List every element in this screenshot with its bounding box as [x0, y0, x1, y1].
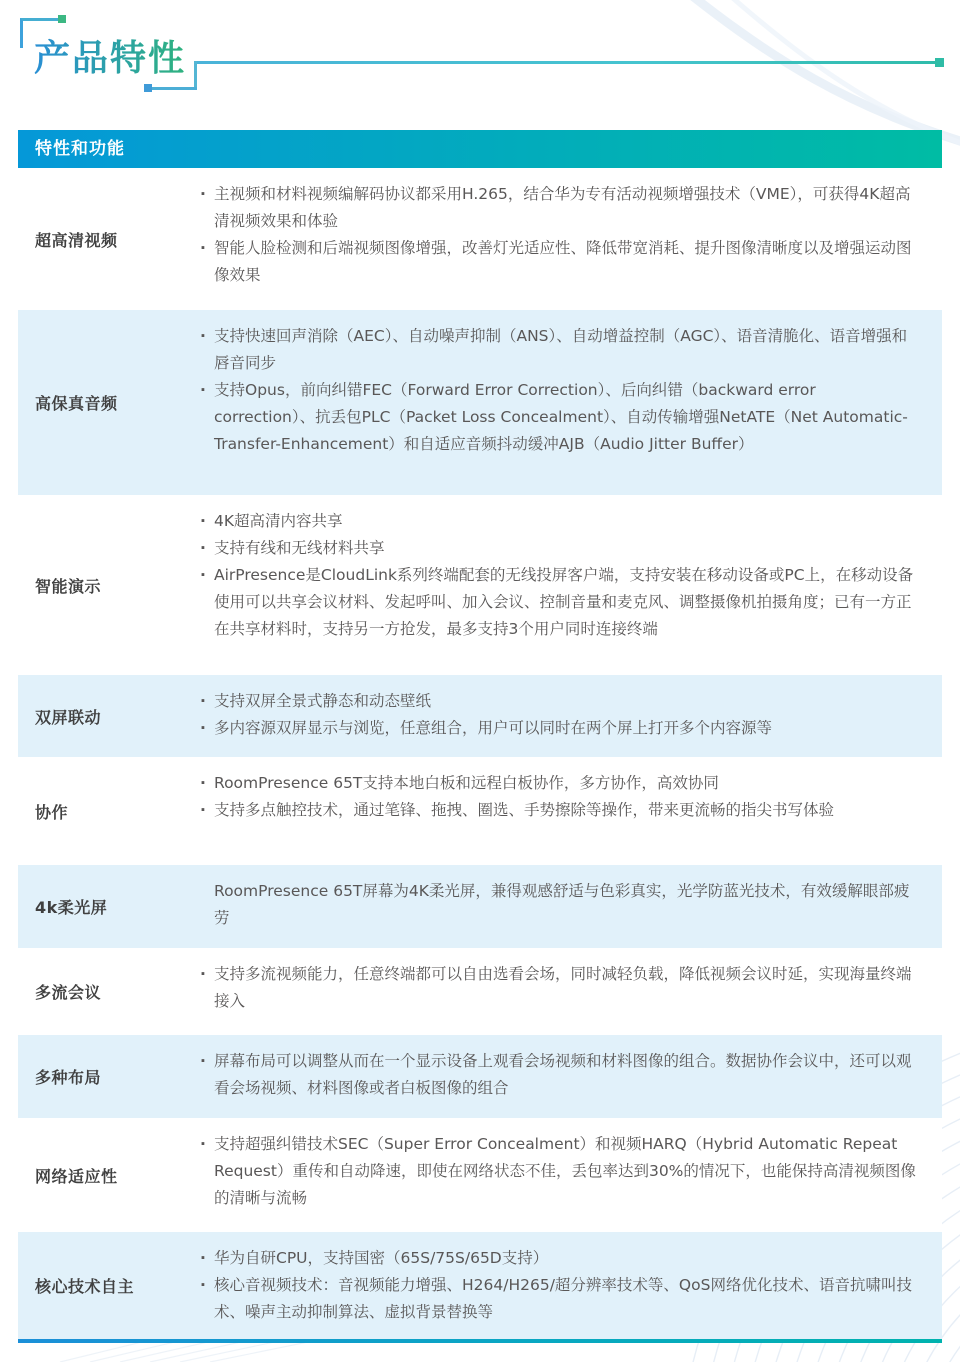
feature-label: 双屏联动 — [35, 707, 102, 727]
feature-label: 协作 — [35, 802, 69, 822]
feature-description — [200, 310, 942, 495]
feature-item-text: 多内容源双屏显示与浏览，任意组合，用户可以同时在两个屏上打开多个内容源等 — [214, 719, 773, 737]
feature-label: 超高清视频 — [35, 230, 118, 250]
feature-item — [200, 562, 920, 643]
feature-item-text: 支持超强纠错技术SEC（Super Error Concealment）和视频HARQ（Hybrid Automatic Repeat Request）重传和自动降速，即使在网络状态不佳，丢包率达到30%的情况下，也能保持高清视频图像的清晰与流畅 — [214, 1135, 916, 1207]
feature-item-text: 支持多流视频能力，任意终端都可以自由选看会场，同时减轻负载，降低视频会议时延，实现海量终端接入 — [214, 965, 912, 1010]
table-row — [18, 495, 942, 675]
feature-item — [200, 1245, 920, 1272]
feature-item — [200, 323, 920, 377]
title-bracket-horizontal — [152, 87, 197, 90]
feature-item — [200, 1048, 920, 1102]
bullet-dot: · — [200, 185, 206, 203]
table-header: 特性和功能 — [18, 130, 942, 168]
feature-item-text: 核心音视频技术：音视频能力增强、H264/H265/超分辨率技术等、QoS网络优化技术、语音抗啸叫技术、噪声主动抑制算法、虚拟背景替换等 — [214, 1276, 912, 1321]
feature-item-text: 支持多点触控技术，通过笔锋、拖拽、圈选、手势擦除等操作，带来更流畅的指尖书写体验 — [214, 801, 835, 819]
table-rows — [18, 168, 942, 1339]
feature-description — [200, 1035, 942, 1118]
feature-description — [200, 757, 942, 865]
feature-item-text: RoomPresence 65T屏幕为4K柔光屏，兼得观感舒适与色彩真实，光学防蓝光技术，有效缓解眼部疲劳 — [214, 882, 910, 927]
feature-item — [200, 688, 920, 715]
bullet-dot: · — [200, 719, 206, 737]
table-row — [18, 1118, 942, 1232]
feature-item — [200, 770, 920, 797]
feature-item — [200, 377, 920, 458]
bullet-dot: · — [200, 539, 206, 557]
title-rule-end-square — [935, 58, 944, 67]
feature-item-text: 华为自研CPU，支持国密（65S/75S/65D支持） — [214, 1249, 549, 1267]
table-row — [18, 757, 942, 865]
title-bracket-square-bottom — [144, 84, 152, 92]
feature-description — [200, 168, 942, 310]
feature-item — [200, 1131, 920, 1212]
feature-label: 智能演示 — [35, 576, 102, 596]
feature-item — [200, 508, 920, 535]
feature-description — [200, 1118, 942, 1232]
bullet-dot: · — [200, 1135, 206, 1153]
table-row — [18, 310, 942, 495]
feature-item — [200, 1272, 920, 1326]
feature-table — [18, 130, 942, 1343]
bullet-dot: · — [200, 566, 206, 584]
feature-item-text: 支持有线和无线材料共享 — [214, 539, 385, 557]
bullet-dot: · — [200, 1276, 206, 1294]
feature-item — [200, 961, 920, 1015]
feature-item-text: AirPresence是CloudLink系列终端配套的无线投屏客户端，支持安装在移动设备或PC上，在移动设备使用可以共享会议材料、发起呼叫、加入会议、控制音量和麦克风、调整摄像机拍摄角度；已有一方正在共享材料时，支持另一方抢发，最多支持3个用户同时连接终端 — [214, 566, 914, 638]
table-bottom-accent-line — [18, 1339, 942, 1343]
feature-item — [200, 797, 920, 824]
feature-description — [200, 948, 942, 1035]
feature-item — [200, 181, 920, 235]
feature-item — [200, 535, 920, 562]
bullet-spacer — [200, 878, 214, 932]
bullet-dot: · — [200, 381, 206, 399]
feature-label: 多流会议 — [35, 983, 102, 1002]
bullet-dot: · — [200, 1052, 206, 1070]
title-bracket-square-top — [58, 15, 66, 23]
feature-label: 高保真音频 — [35, 394, 118, 413]
feature-description — [200, 1232, 942, 1339]
feature-item-text: 支持Opus，前向纠错FEC（Forward Error Correction）、后向纠错（backward error correction）、抗丢包PLC（Packet Loss Concealment）、自动传输增强NetATE（Net Automatic-Transfer-Enhancement）和自适应音频抖动缓冲AJB（Audio Jitter Buffer） — [214, 381, 908, 453]
feature-item-text: RoomPresence 65T支持本地白板和远程白板协作，多方协作，高效协同 — [214, 774, 719, 792]
feature-item — [200, 235, 920, 289]
feature-label: 多种布局 — [35, 1068, 102, 1087]
table-row — [18, 168, 942, 310]
feature-item-text: 4K超高清内容共享 — [214, 512, 343, 530]
feature-item-text: 支持双屏全景式静态和动态壁纸 — [214, 692, 432, 710]
table-row — [18, 1035, 942, 1118]
feature-item-text: 屏幕布局可以调整从而在一个显示设备上观看会场视频和材料图像的组合。数据协作会议中，还可以观看会场视频、材料图像或者白板图像的组合 — [214, 1052, 912, 1097]
table-row — [18, 948, 942, 1035]
feature-description — [200, 865, 942, 948]
bullet-dot: · — [200, 512, 206, 530]
feature-item-text: 智能人脸检测和后端视频图像增强，改善灯光适应性、降低带宽消耗、提升图像清晰度以及增强运动图像效果 — [214, 239, 912, 284]
feature-description — [200, 495, 942, 675]
table-row — [18, 865, 942, 948]
feature-item — [200, 715, 920, 742]
bullet-dot: · — [200, 774, 206, 792]
title-bracket-vertical — [194, 61, 197, 90]
feature-description — [200, 675, 942, 757]
bullet-dot: · — [200, 1249, 206, 1267]
feature-label: 核心技术自主 — [35, 1277, 135, 1296]
bullet-dot: · — [200, 965, 206, 983]
bullet-dot: · — [200, 327, 206, 345]
bullet-dot: · — [200, 801, 206, 819]
feature-item — [200, 878, 920, 932]
feature-item-text: 主视频和材料视频编解码协议都采用H.265，结合华为专有活动视频增强技术（VME），可获得4K超高清视频效果和体验 — [214, 185, 911, 230]
title-block — [0, 0, 960, 118]
title-rule-line — [197, 61, 937, 64]
bullet-dot: · — [200, 239, 206, 257]
feature-label: 网络适应性 — [35, 1166, 118, 1186]
feature-item-text: 支持快速回声消除（AEC）、自动噪声抑制（ANS）、自动增益控制（AGC）、语音清脆化、语音增强和唇音同步 — [214, 327, 908, 372]
table-row — [18, 675, 942, 757]
table-row — [18, 1232, 942, 1339]
bullet-dot: · — [200, 692, 206, 710]
page-title: 产品特性 — [34, 30, 186, 81]
feature-label: 4k柔光屏 — [35, 898, 108, 917]
